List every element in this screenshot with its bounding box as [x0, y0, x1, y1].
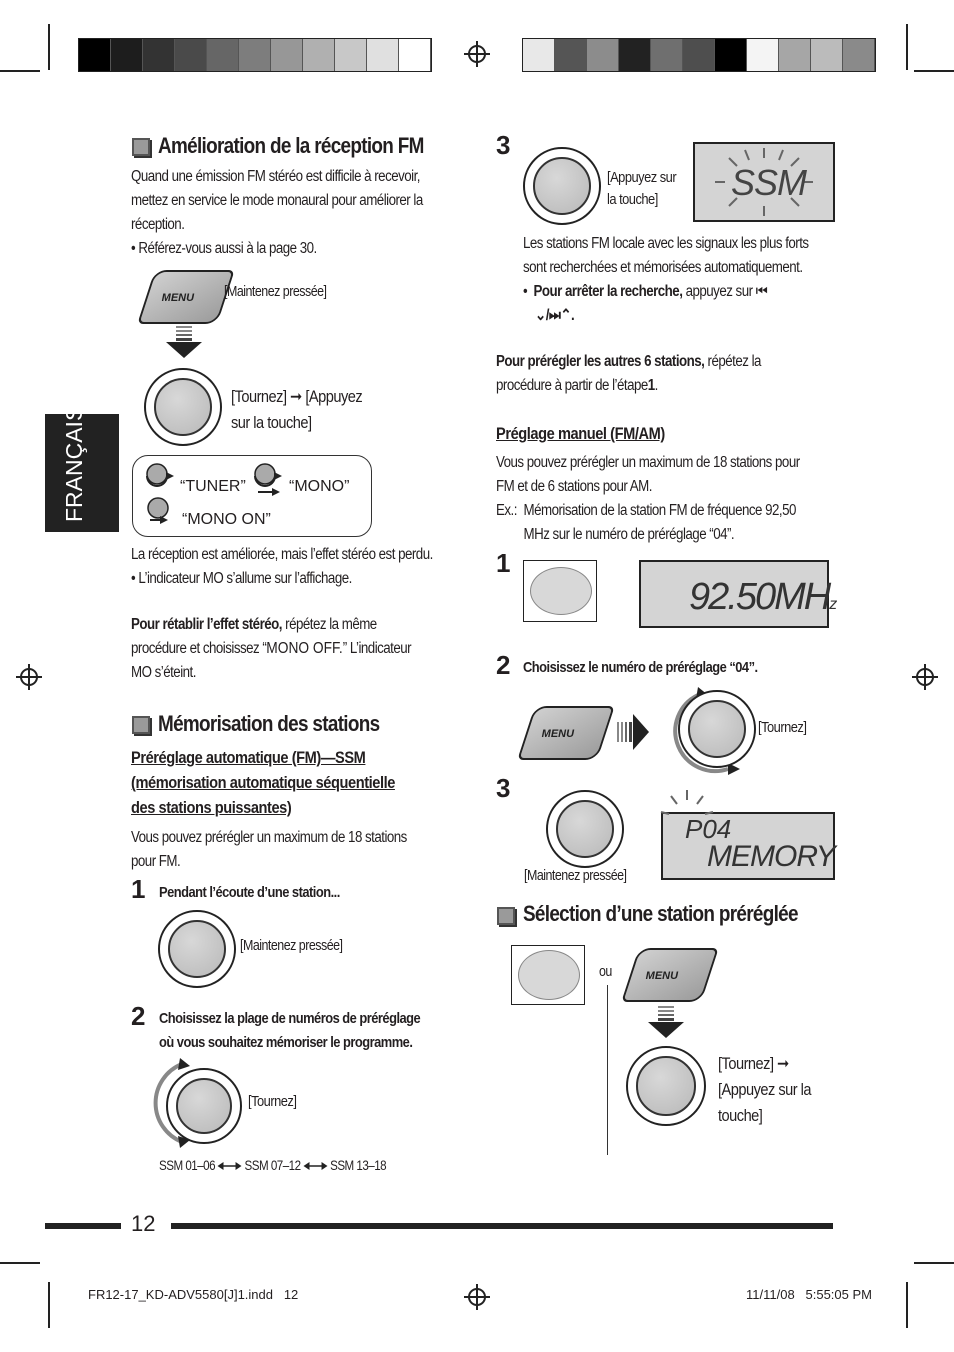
bullet-item: • Référez-vous aussi à la page 30.	[131, 240, 317, 257]
text-line	[496, 374, 857, 398]
step-text: Pendant l’écoute d’une station...	[159, 884, 340, 901]
column-divider	[607, 985, 608, 1155]
section-title-fm: Amélioration de la réception FM	[158, 133, 424, 158]
lcd-display-memory	[661, 812, 835, 880]
menu-button-label: MENU	[541, 728, 575, 740]
crop-mark	[906, 1282, 908, 1328]
instruction-turn: [Tournez]	[248, 1093, 297, 1110]
step-number: 2	[131, 1001, 146, 1031]
text-line	[496, 350, 857, 374]
double-arrow-icon	[218, 1161, 242, 1171]
text-line	[131, 613, 475, 637]
footer-rule-right	[171, 1223, 833, 1229]
text-span: .	[654, 377, 658, 394]
menu-button-illustration	[137, 270, 235, 324]
paragraph-ssm	[131, 826, 475, 874]
color-swatch	[715, 39, 747, 71]
text-line: Vous pouvez prérégler un maximum de 18 stations	[131, 829, 407, 846]
instruction-turn-press	[718, 1051, 811, 1129]
step-number: 1	[496, 548, 511, 578]
control-dial-illustration	[678, 690, 756, 768]
text-line: ⌄/⏭⌃.	[535, 307, 575, 324]
text-span: répétez la	[704, 353, 761, 370]
color-swatch	[271, 39, 303, 71]
text-line: Préréglage automatique (FM)—SSM	[131, 748, 366, 767]
subsection-title-manual: Préglage manuel (FM/AM)	[496, 424, 665, 443]
color-swatch	[779, 39, 811, 71]
or-text: ou	[599, 964, 612, 980]
color-swatch	[399, 39, 431, 71]
text-line: où vous souhaitez mémoriser le programme.	[159, 1034, 413, 1051]
step-text: Choisissez le numéro de préréglage “04”.	[523, 659, 758, 676]
paragraph	[131, 165, 466, 261]
control-pad-icon	[530, 567, 592, 615]
color-swatch	[683, 39, 715, 71]
registration-mark-icon	[916, 668, 934, 686]
text-line: Les stations FM locale avec les signaux les plus forts	[523, 235, 809, 252]
text-line	[131, 637, 475, 661]
sequence-tuner: “TUNER”	[180, 478, 246, 495]
text-line	[496, 499, 857, 523]
lcd-display-ssm	[693, 142, 835, 222]
turn-hand-icon	[144, 462, 178, 488]
paragraph-ssm-result	[523, 232, 876, 328]
lcd-display-frequency	[639, 560, 836, 628]
ssm-range-sequence	[159, 1154, 386, 1178]
page-number: 12	[131, 1211, 156, 1236]
text-span: 1	[647, 377, 655, 394]
tune-buttons-illustration	[523, 560, 597, 622]
instruction-hold: [Maintenez pressée]	[224, 284, 327, 300]
color-swatch	[303, 39, 335, 71]
paragraph-manual	[496, 451, 857, 547]
color-swatch	[523, 39, 555, 71]
color-swatch	[175, 39, 207, 71]
color-swatch	[239, 39, 271, 71]
text-span: ” L’indicateur	[342, 640, 412, 657]
control-dial-illustration	[144, 368, 222, 446]
crop-mark	[914, 70, 954, 72]
color-swatch	[619, 39, 651, 71]
print-date-info: 11/11/08 5:55:05 PM	[746, 1287, 872, 1302]
language-side-tab-label: FRANÇAIS	[61, 405, 87, 522]
instruction-press	[607, 167, 676, 211]
step-number: 3	[496, 773, 511, 803]
registration-mark-icon	[20, 668, 38, 686]
color-swatch	[555, 39, 587, 71]
text-span: procédure et choisissez “	[131, 640, 267, 657]
paragraph-result	[131, 543, 475, 591]
registration-mark-icon	[468, 1288, 486, 1306]
text-line: touche]	[718, 1106, 763, 1125]
control-dial-illustration	[166, 1068, 242, 1144]
instruction-turn-press	[231, 384, 362, 436]
bold-lead: Pour prérégler les autres 6 stations,	[496, 353, 705, 370]
subsection-title-ssm	[131, 745, 475, 820]
menu-button-illustration	[621, 948, 719, 1002]
text-span: Mémorisation de la station FM de fréquence 92,50	[523, 502, 796, 519]
section-bullet-icon	[497, 907, 515, 925]
footer-rule-left	[45, 1223, 121, 1229]
language-side-tab	[45, 405, 119, 532]
ssm-range: SSM 13–18	[330, 1158, 387, 1173]
menu-button-label: MENU	[161, 292, 195, 304]
text-line: pour FM.	[131, 853, 181, 870]
instruction-hold: [Maintenez pressée]	[240, 938, 343, 954]
text-line: des stations puissantes)	[131, 798, 292, 817]
color-swatch	[207, 39, 239, 71]
text-line: Quand une émission FM stéréo est difficile à recevoir,	[131, 168, 421, 185]
color-swatch	[335, 39, 367, 71]
text-line: mettez en service le mode monaural pour améliorer la	[131, 192, 423, 209]
crop-mark	[0, 70, 40, 72]
text-span: appuyez sur ⏮	[682, 283, 768, 300]
instruction-turn: [Tournez]	[758, 719, 807, 736]
text-line: sur la touche]	[231, 413, 312, 432]
lcd-text	[689, 576, 835, 619]
lcd-memory: MEMORY	[707, 840, 835, 873]
text-span: procédure à partir de l’étape	[496, 377, 648, 394]
text-line: sont recherchées et mémorisées automatiquement.	[523, 259, 803, 276]
turn-hand-icon	[252, 462, 286, 488]
color-swatch	[111, 39, 143, 71]
step-number: 3	[496, 130, 511, 160]
color-bar-left	[78, 38, 432, 72]
arrow-right-icon	[258, 488, 282, 500]
down-arrow-icon	[646, 1006, 686, 1040]
control-dial-illustration	[158, 910, 236, 988]
down-arrow-icon	[164, 326, 204, 360]
text-line: [Appuyez sur	[607, 169, 677, 186]
crop-mark	[914, 1262, 954, 1264]
control-pad-icon	[518, 950, 580, 1000]
text-line: [Tournez] ➞ [Appuyez	[231, 387, 363, 406]
color-swatch	[367, 39, 399, 71]
text-line: réception.	[131, 216, 185, 233]
crop-mark	[906, 24, 908, 70]
text-line: la touche]	[607, 191, 658, 208]
crop-mark	[48, 1282, 50, 1328]
bullet-item: • Pour arrêter la recherche, appuyez sur ⏮	[523, 283, 768, 300]
control-dial-illustration	[626, 1046, 706, 1126]
instruction-hold: [Maintenez pressée]	[524, 868, 627, 884]
text-line: La réception est améliorée, mais l’effet stéréo est perdu.	[131, 546, 433, 563]
color-swatch	[143, 39, 175, 71]
text-line: Vous pouvez prérégler un maximum de 18 stations pour	[496, 454, 800, 471]
color-swatch	[651, 39, 683, 71]
tune-buttons-illustration	[511, 945, 585, 1005]
color-swatch	[79, 39, 111, 71]
control-dial-illustration	[546, 790, 624, 868]
step-number: 1	[131, 874, 146, 904]
step-text	[159, 1007, 503, 1055]
sequence-mono-on: “MONO ON”	[182, 511, 271, 528]
print-file-info: FR12-17_KD-ADV5580[J]1.indd 12	[88, 1287, 299, 1302]
control-dial-illustration	[523, 147, 601, 225]
color-swatch	[587, 39, 619, 71]
right-arrow-icon	[617, 712, 651, 752]
lcd-text: SSM	[731, 162, 807, 203]
registration-mark-icon	[468, 45, 486, 63]
text-line: (mémorisation automatique séquentielle	[131, 773, 395, 792]
text-span: répétez la même	[281, 616, 377, 633]
paragraph-other	[496, 350, 857, 398]
text-line: FM et de 6 stations pour AM.	[496, 478, 652, 495]
press-hand-icon	[144, 496, 178, 526]
color-swatch	[747, 39, 779, 71]
crop-mark	[0, 1262, 40, 1264]
text-line: Choisissez la plage de numéros de préréglage	[159, 1010, 421, 1027]
display-text: MONO OFF.	[266, 640, 343, 657]
text-span: Ex.:	[496, 502, 517, 519]
text-line: [Tournez] ➞	[718, 1054, 789, 1073]
bold-lead: Pour rétablir l’effet stéréo,	[131, 616, 282, 633]
menu-button-label: MENU	[645, 970, 679, 982]
bold-lead: Pour arrêter la recherche,	[533, 283, 683, 300]
lcd-preset: P04	[685, 814, 732, 844]
ssm-range: SSM 01–06	[159, 1158, 216, 1173]
bullet-item: • L’indicateur MO s’allume sur l’affichage.	[131, 570, 352, 587]
menu-button-illustration	[517, 706, 615, 760]
sequence-mono: “MONO”	[289, 478, 350, 495]
section-title-memory: Mémorisation des stations	[158, 711, 380, 736]
double-arrow-icon	[303, 1161, 327, 1171]
section-bullet-icon	[132, 138, 150, 156]
ssm-range: SSM 07–12	[244, 1158, 301, 1173]
lcd-frequency: 92.50MH	[689, 576, 830, 618]
text-line: MO s’éteint.	[131, 664, 196, 681]
section-bullet-icon	[132, 716, 150, 734]
section-title-preset-select: Sélection d’une station préréglée	[523, 901, 798, 926]
color-swatch	[811, 39, 843, 71]
lcd-unit: z	[829, 596, 836, 613]
text-line: MHz sur le numéro de préréglage “04”.	[523, 526, 735, 543]
step-number: 2	[496, 650, 511, 680]
color-bar-right	[522, 38, 876, 72]
crop-mark	[48, 24, 50, 70]
color-swatch	[843, 39, 875, 71]
text-line: [Appuyez sur la	[718, 1080, 812, 1099]
paragraph-restore	[131, 613, 475, 685]
